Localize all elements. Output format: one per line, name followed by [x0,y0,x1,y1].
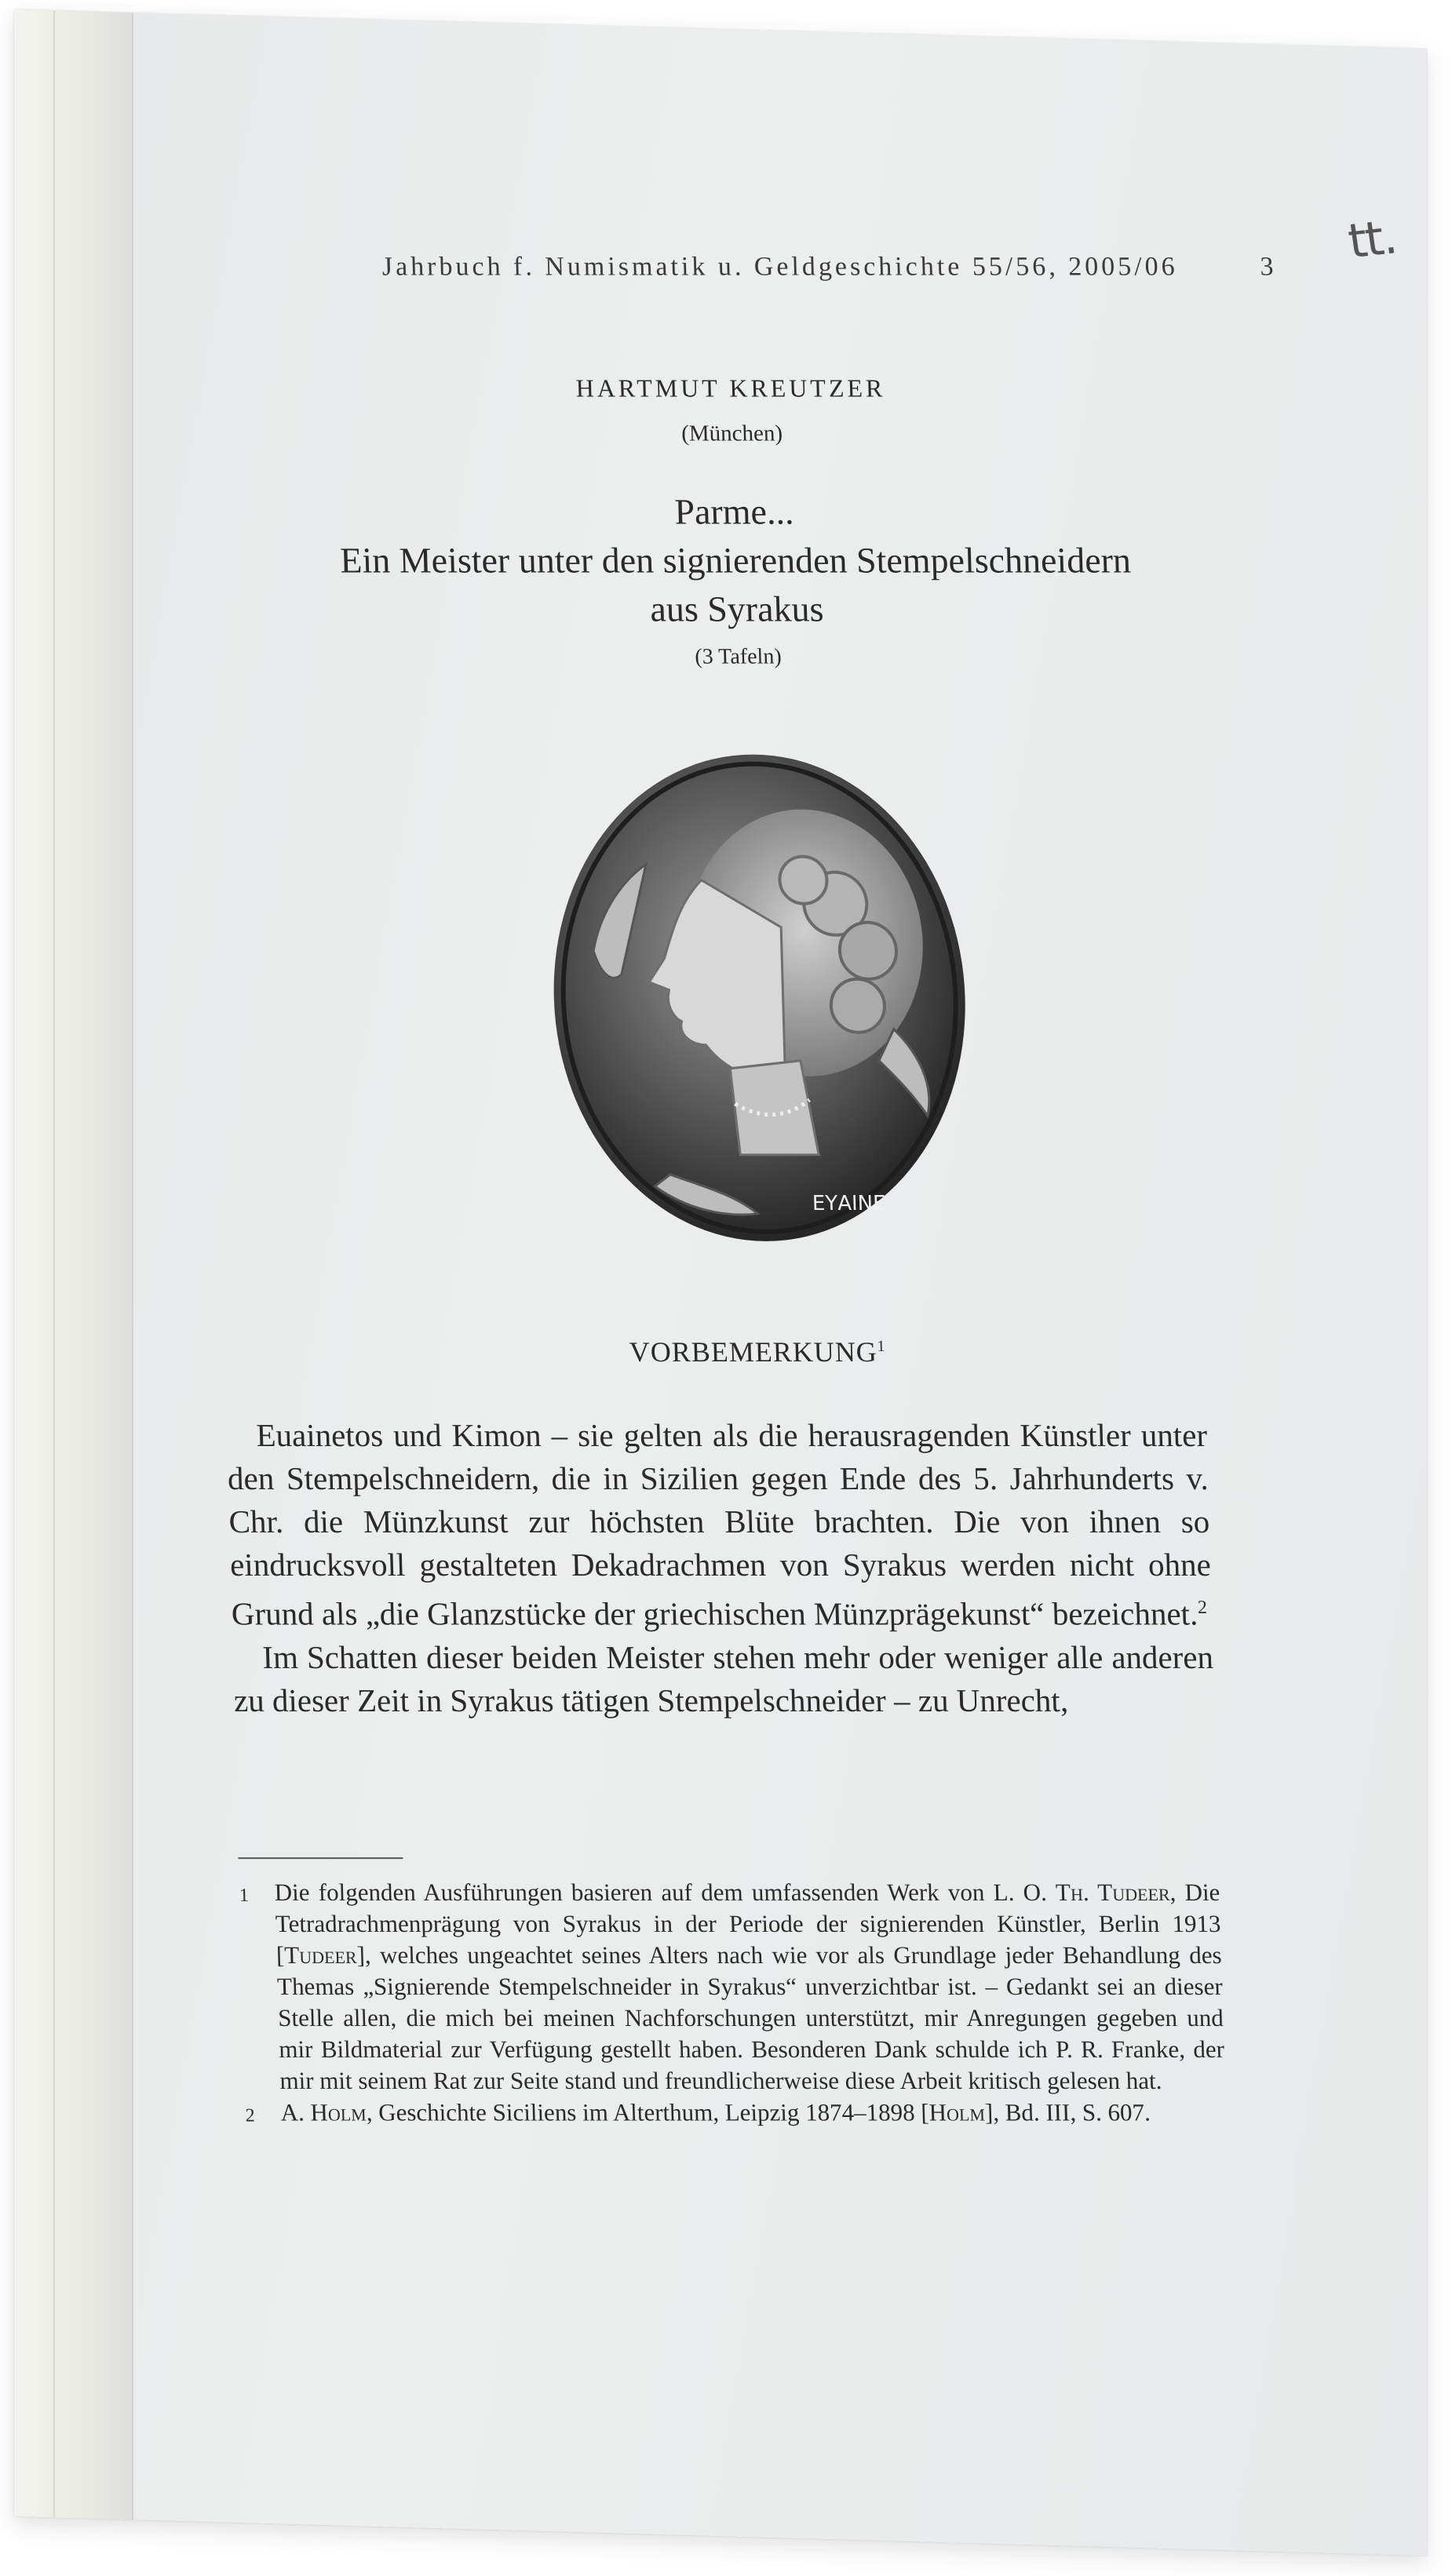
body-text [226,1414,1215,1722]
paragraph-1-text: Euainetos und Kimon – sie gelten als die herausragenden Künstler unter den Stempelschneidern, die in Sizilien gegen Ende des 5. Jahrhunderts v. Chr. die Münzkunst zur höchsten Blüte brachten. Die von ihnen so eindrucksvoll gestalteten Dekadrachmen von Syrakus werden nicht ohne Grund als „die Glanzstücke der griechischen Münzprägekunst“ bezeichnet. [227,1416,1212,1632]
footnote-2-part1: A. [280,2098,311,2126]
article-title [286,487,1185,633]
author-name: HARTMUT KREUTZER [575,373,886,403]
footnote-2-author: Holm [309,2098,367,2126]
section-footnote-ref: 1 [877,1337,886,1355]
paragraph-1 [226,1414,1213,1636]
footnote-2-part3: ], Bd. III, S. 607. [984,2098,1151,2126]
page-number: 3 [1259,252,1277,282]
footnote-ref-2: 2 [1197,1598,1208,1619]
handwritten-mark: tt. [1344,210,1399,270]
footnotes [239,1877,1227,2131]
footnote-2-text [280,2097,1227,2131]
journal-citation: Jahrbuch f. Numismatik u. Geldgeschichte 55/56, 2005/06 [381,252,1179,282]
footnote-1-number: 1 [239,1886,250,1907]
coin-signature: ΕΥΑΙΝΕ [812,1191,886,1215]
footnote-1-part1: Die folgenden Ausführungen basieren auf dem umfassenden Werk von L. O. [274,1878,1056,1907]
section-heading [310,1335,1206,1368]
paragraph-2: Im Schatten dieser beiden Meister stehen mehr oder weniger alle anderen zu dieser Zeit in Syrakus tätigen Stempelschneider – zu Unrecht, [233,1638,1214,1718]
footnote-1-author: Th. Tudeer [1055,1878,1170,1907]
author-affiliation: (München) [680,421,783,446]
footnote-1-part2: , Die Tetradrachmenprägung von Syrakus in der Periode der signierenden Künstler, Berlin 1913 [ [275,1878,1221,1969]
footnote-1-part3: ], welches ungeachtet seines Alters nach wie vor als Grundlage jeder Behandlung des Themas „Signierende Stempelschneider in Syrakus“ unverzichtbar ist. – Gedankt sei an dieser Stelle allen, die mich bei meinen Nachforschungen unterstützt, mir Anregungen gegeben und mir Bildmaterial zur Verfügung gestellt haben. Besonderen Dank schulde ich P. R. Franke, der mir mit seinem Rat zur Seite stand und freundlicherweise diese Arbeit kritisch gelesen hat. [276,1941,1225,2095]
title-line-1: Parme... [673,491,795,532]
spine-crease [53,10,55,2517]
footnote-1-text [274,1877,1225,2097]
section-heading-text: VORBEMERKUNG [629,1335,878,1368]
running-head [381,252,1277,282]
title-line-2: Ein Meister unter den signierenden Stempelschneidern [339,540,1132,581]
footnote-rule [239,1857,403,1859]
footnote-1-abbrev: Tudeer [283,1941,358,1969]
paper-sheet [14,9,1427,2556]
binding-spine [14,9,133,2520]
title-line-3: aus Syrakus [649,588,825,629]
footnote-2-abbrev: Holm [928,2098,986,2126]
coin-image [541,747,979,1249]
plates-note: (3 Tafeln) [695,644,783,669]
footnote-2-number: 2 [245,2105,256,2126]
footnote-2-part2: , Geschichte Siciliens im Alterthum, Leipzig 1874–1898 [ [366,2098,930,2126]
footnote-2 [245,2097,1227,2131]
footnote-1 [239,1877,1225,2097]
